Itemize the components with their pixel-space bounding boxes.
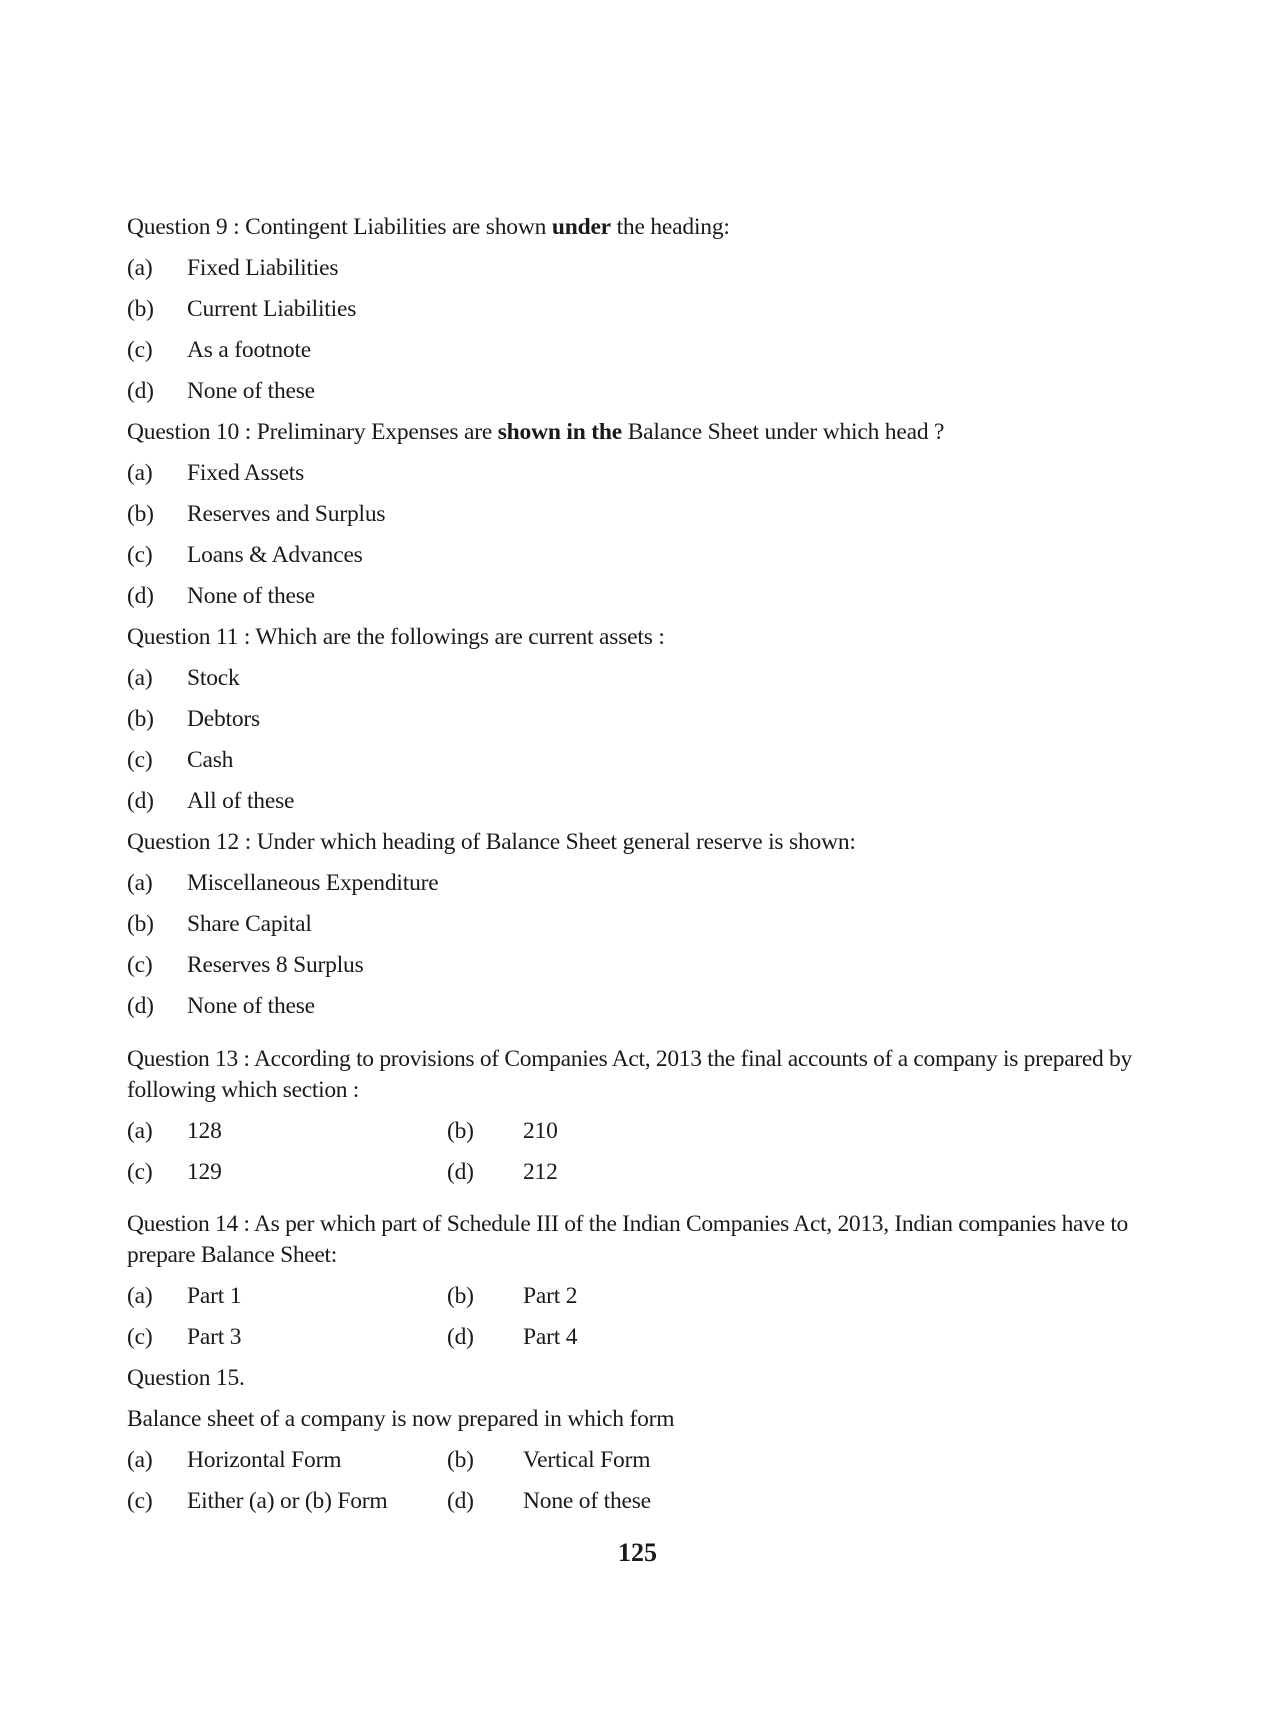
- option-label: (b): [127, 706, 154, 732]
- option-text: None of these: [523, 1488, 651, 1514]
- question-9-bold: under: [551, 214, 611, 240]
- option-text: 129: [187, 1158, 222, 1185]
- question-15: Balance sheet of a company is now prepared in which form: [127, 1406, 675, 1432]
- question-15-title: Question 15.: [127, 1365, 245, 1391]
- question-9-text-end: the heading:: [610, 214, 730, 240]
- question-10-text-end: Balance Sheet under which head ?: [622, 419, 945, 445]
- question-9-option-a: [127, 255, 1147, 282]
- question-10-bold: shown in the: [497, 419, 623, 445]
- question-9-option-b: [127, 296, 1147, 323]
- question-12-option-a: [127, 870, 1147, 897]
- option-label: (b): [447, 1447, 474, 1473]
- question-11-option-a: [127, 665, 1147, 692]
- option-text: Reserves and Surplus: [187, 501, 386, 527]
- question-12-option-b: [127, 911, 1147, 938]
- option-text: Debtors: [187, 706, 261, 732]
- option-text: Part 1: [187, 1283, 242, 1309]
- question-13-options-row-1: [127, 1118, 1147, 1145]
- question-12-option-d: [127, 993, 1147, 1020]
- question-12-option-c: [127, 952, 1147, 979]
- question-10-option-c: [127, 542, 1147, 569]
- question-11-option-c: [127, 747, 1147, 774]
- option-text: Miscellaneous Expenditure: [187, 870, 439, 896]
- question-11-option-d: [127, 788, 1147, 815]
- option-label: (b): [447, 1283, 474, 1309]
- question-9: [127, 214, 1147, 241]
- question-15-options-row-1: [127, 1447, 1147, 1474]
- question-14-options-row-1: [127, 1283, 1147, 1310]
- option-label: (b): [127, 296, 154, 322]
- option-label: (c): [127, 337, 153, 363]
- question-14: Question 14 : As per which part of Schedule III of the Indian Companies Act, 2013, Indian companies have to prepare Balance Sheet:: [127, 1211, 1129, 1268]
- option-label: (a): [127, 255, 153, 281]
- option-label: (b): [127, 501, 154, 527]
- option-text: 212: [523, 1158, 558, 1185]
- question-10-text-start: Question 10 : Preliminary Expenses are: [127, 419, 498, 445]
- option-text: Share Capital: [187, 911, 312, 937]
- option-label: (c): [127, 1324, 153, 1350]
- question-9-option-c: [127, 337, 1147, 364]
- option-text: Part 2: [523, 1283, 578, 1309]
- option-label: (c): [127, 1488, 153, 1514]
- option-label: (b): [447, 1117, 474, 1144]
- option-label: (d): [127, 378, 154, 404]
- option-label: (d): [127, 993, 154, 1019]
- option-text: 128: [187, 1117, 222, 1144]
- option-text: Vertical Form: [523, 1447, 651, 1473]
- question-11: Question 11 : Which are the followings are current assets :: [127, 624, 665, 650]
- question-10-option-a: [127, 460, 1147, 487]
- question-13-options-row-2: [127, 1159, 1147, 1186]
- question-13: Question 13 : According to provisions of Companies Act, 2013 the final accounts of a company is prepared by following which section :: [127, 1045, 1132, 1103]
- question-12: Question 12 : Under which heading of Balance Sheet general reserve is shown:: [127, 829, 856, 855]
- option-label: (a): [127, 460, 153, 486]
- option-text: Horizontal Form: [187, 1447, 342, 1473]
- option-label: (a): [127, 1117, 153, 1144]
- option-text: None of these: [187, 583, 315, 609]
- question-14-options-row-2: [127, 1324, 1147, 1351]
- option-label: (b): [127, 911, 154, 937]
- option-label: (d): [447, 1488, 474, 1514]
- option-label: (c): [127, 952, 153, 978]
- option-text: Part 3: [187, 1324, 242, 1350]
- option-text: Part 4: [523, 1324, 578, 1350]
- question-11-option-b: [127, 706, 1147, 733]
- option-text: As a footnote: [187, 337, 312, 363]
- option-label: (c): [127, 1158, 153, 1185]
- option-label: (d): [447, 1158, 474, 1185]
- question-15-options-row-2: [127, 1488, 1147, 1515]
- question-10: [127, 419, 1147, 446]
- option-text: Reserves 8 Surplus: [187, 952, 364, 978]
- option-text: Either (a) or (b) Form: [187, 1488, 388, 1514]
- question-9-option-d: [127, 378, 1147, 405]
- option-label: (a): [127, 870, 153, 896]
- option-label: (a): [127, 665, 153, 691]
- option-text: Stock: [187, 665, 240, 691]
- option-label: (a): [127, 1283, 153, 1309]
- option-text: Fixed Liabilities: [187, 255, 339, 281]
- option-label: (c): [127, 747, 153, 773]
- page-number: 125: [618, 1538, 657, 1567]
- option-text: Loans & Advances: [187, 542, 363, 568]
- option-text: Current Liabilities: [187, 296, 357, 322]
- option-label: (d): [447, 1324, 474, 1350]
- question-10-option-d: [127, 583, 1147, 610]
- option-text: None of these: [187, 993, 315, 1019]
- option-text: Cash: [187, 747, 234, 773]
- question-10-option-b: [127, 501, 1147, 528]
- option-text: Fixed Assets: [187, 460, 305, 486]
- option-label: (a): [127, 1447, 153, 1473]
- question-page: [127, 214, 1147, 1529]
- option-label: (d): [127, 788, 154, 814]
- option-label: (c): [127, 542, 153, 568]
- option-text: All of these: [187, 788, 295, 814]
- question-9-text-start: Question 9 : Contingent Liabilities are shown: [127, 214, 552, 240]
- option-label: (d): [127, 583, 154, 609]
- option-text: 210: [523, 1117, 558, 1144]
- option-text: None of these: [187, 378, 315, 404]
